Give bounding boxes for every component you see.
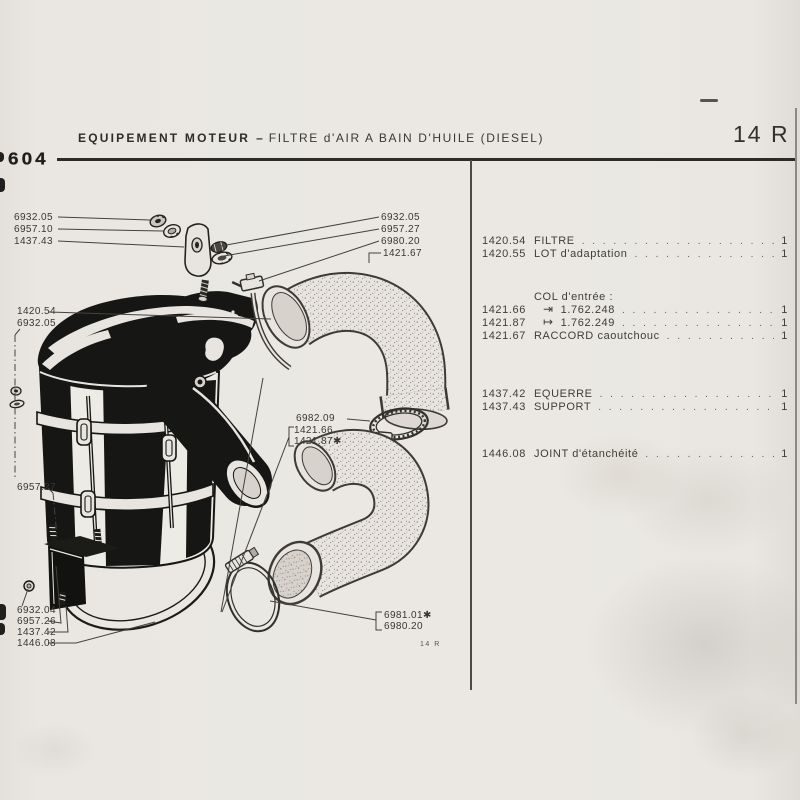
footer-page-ref: 14 R bbox=[420, 641, 441, 648]
dot-leader bbox=[634, 249, 774, 260]
part-ref: 1421.87 bbox=[482, 317, 526, 329]
parts-list-row bbox=[482, 304, 788, 316]
part-qty: 1 bbox=[781, 248, 788, 260]
dot-leader bbox=[598, 402, 774, 413]
part-ref: 1420.54 bbox=[482, 235, 526, 247]
callout-part-ref: 6982.09 bbox=[296, 413, 335, 424]
part-qty: 1 bbox=[781, 304, 788, 316]
parts-list-row bbox=[482, 248, 788, 260]
part-ref: 1421.67 bbox=[482, 330, 526, 342]
part-label: EQUERRE bbox=[534, 388, 593, 400]
part-qty: 1 bbox=[781, 317, 788, 329]
callout-part-ref: 1421.66 bbox=[294, 425, 333, 436]
model-badge: 604 bbox=[8, 149, 49, 170]
callout-part-ref: 1446.08 bbox=[17, 638, 56, 649]
serial-range-arrow: ↦ bbox=[543, 315, 554, 329]
title-subject: FILTRE d'AIR A BAIN D'HUILE (DIESEL) bbox=[268, 131, 545, 145]
serial-range-arrow: ⇥ bbox=[543, 302, 554, 316]
part-qty: 1 bbox=[781, 388, 788, 400]
part-label: 1.762.249 bbox=[560, 317, 615, 329]
callout-part-ref: 6957.10 bbox=[14, 224, 53, 235]
air-cleaner-drawing bbox=[37, 291, 277, 568]
callout-part-ref: 1437.42 bbox=[17, 627, 56, 638]
callout-part-ref: 6957.27 bbox=[17, 482, 56, 493]
part-label: LOT d'adaptation bbox=[534, 248, 628, 260]
parts-list-row bbox=[482, 235, 788, 247]
parts-list-heading bbox=[482, 291, 788, 303]
callout-part-ref: 6932.04 bbox=[17, 605, 56, 616]
callout-part-ref: 1421.67 bbox=[383, 248, 422, 259]
group-heading: COL d'entrée : bbox=[534, 291, 614, 303]
inlet-hose-drawing bbox=[259, 434, 401, 612]
callout-part-ref: 6932.05 bbox=[381, 212, 420, 223]
callout-part-ref: 6980.20 bbox=[381, 236, 420, 247]
callout-part-ref: 6957.26 bbox=[17, 616, 56, 627]
dot-leader bbox=[582, 236, 774, 247]
parts-list-row bbox=[482, 317, 788, 329]
part-label: JOINT d'étanchéité bbox=[534, 448, 639, 460]
part-ref: 1446.08 bbox=[482, 448, 526, 460]
callout-part-ref: 6981.01✱ bbox=[384, 610, 432, 621]
parts-list-row bbox=[482, 448, 788, 460]
part-label: FILTRE bbox=[534, 235, 575, 247]
callout-part-ref: 6957.27 bbox=[381, 224, 420, 235]
dot-leader bbox=[645, 449, 774, 460]
dot-leader bbox=[600, 389, 774, 400]
callout-part-ref: 6980.20 bbox=[384, 621, 423, 632]
dot-leader bbox=[622, 305, 774, 316]
part-label: 1.762.248 bbox=[560, 304, 615, 316]
part-label: SUPPORT bbox=[534, 401, 592, 413]
callout-part-ref: 6932.05 bbox=[17, 318, 56, 329]
dot-leader bbox=[667, 331, 774, 342]
dot-leader bbox=[622, 318, 774, 329]
part-qty: 1 bbox=[781, 401, 788, 413]
part-ref: 1421.66 bbox=[482, 304, 526, 316]
parts-list-row bbox=[482, 401, 788, 413]
part-qty: 1 bbox=[781, 330, 788, 342]
page-number: 14 R bbox=[733, 121, 790, 147]
title-separator: – bbox=[256, 131, 263, 145]
callout-part-ref: 6932.05 bbox=[14, 212, 53, 223]
part-qty: 1 bbox=[781, 235, 788, 247]
elbow-hose-drawing bbox=[231, 272, 447, 431]
parts-list-row bbox=[482, 388, 788, 400]
part-ref: 1420.55 bbox=[482, 248, 526, 260]
part-ref: 1437.43 bbox=[482, 401, 526, 413]
callout-part-ref: 1421.87✱ bbox=[294, 436, 342, 447]
callout-part-ref: 1437.43 bbox=[14, 236, 53, 247]
part-qty: 1 bbox=[781, 448, 788, 460]
parts-list-row bbox=[482, 330, 788, 342]
part-ref: 1437.42 bbox=[482, 388, 526, 400]
part-label: RACCORD caoutchouc bbox=[534, 330, 660, 342]
callout-part-ref: 1420.54 bbox=[17, 306, 56, 317]
title-section: EQUIPEMENT MOTEUR bbox=[78, 131, 251, 145]
